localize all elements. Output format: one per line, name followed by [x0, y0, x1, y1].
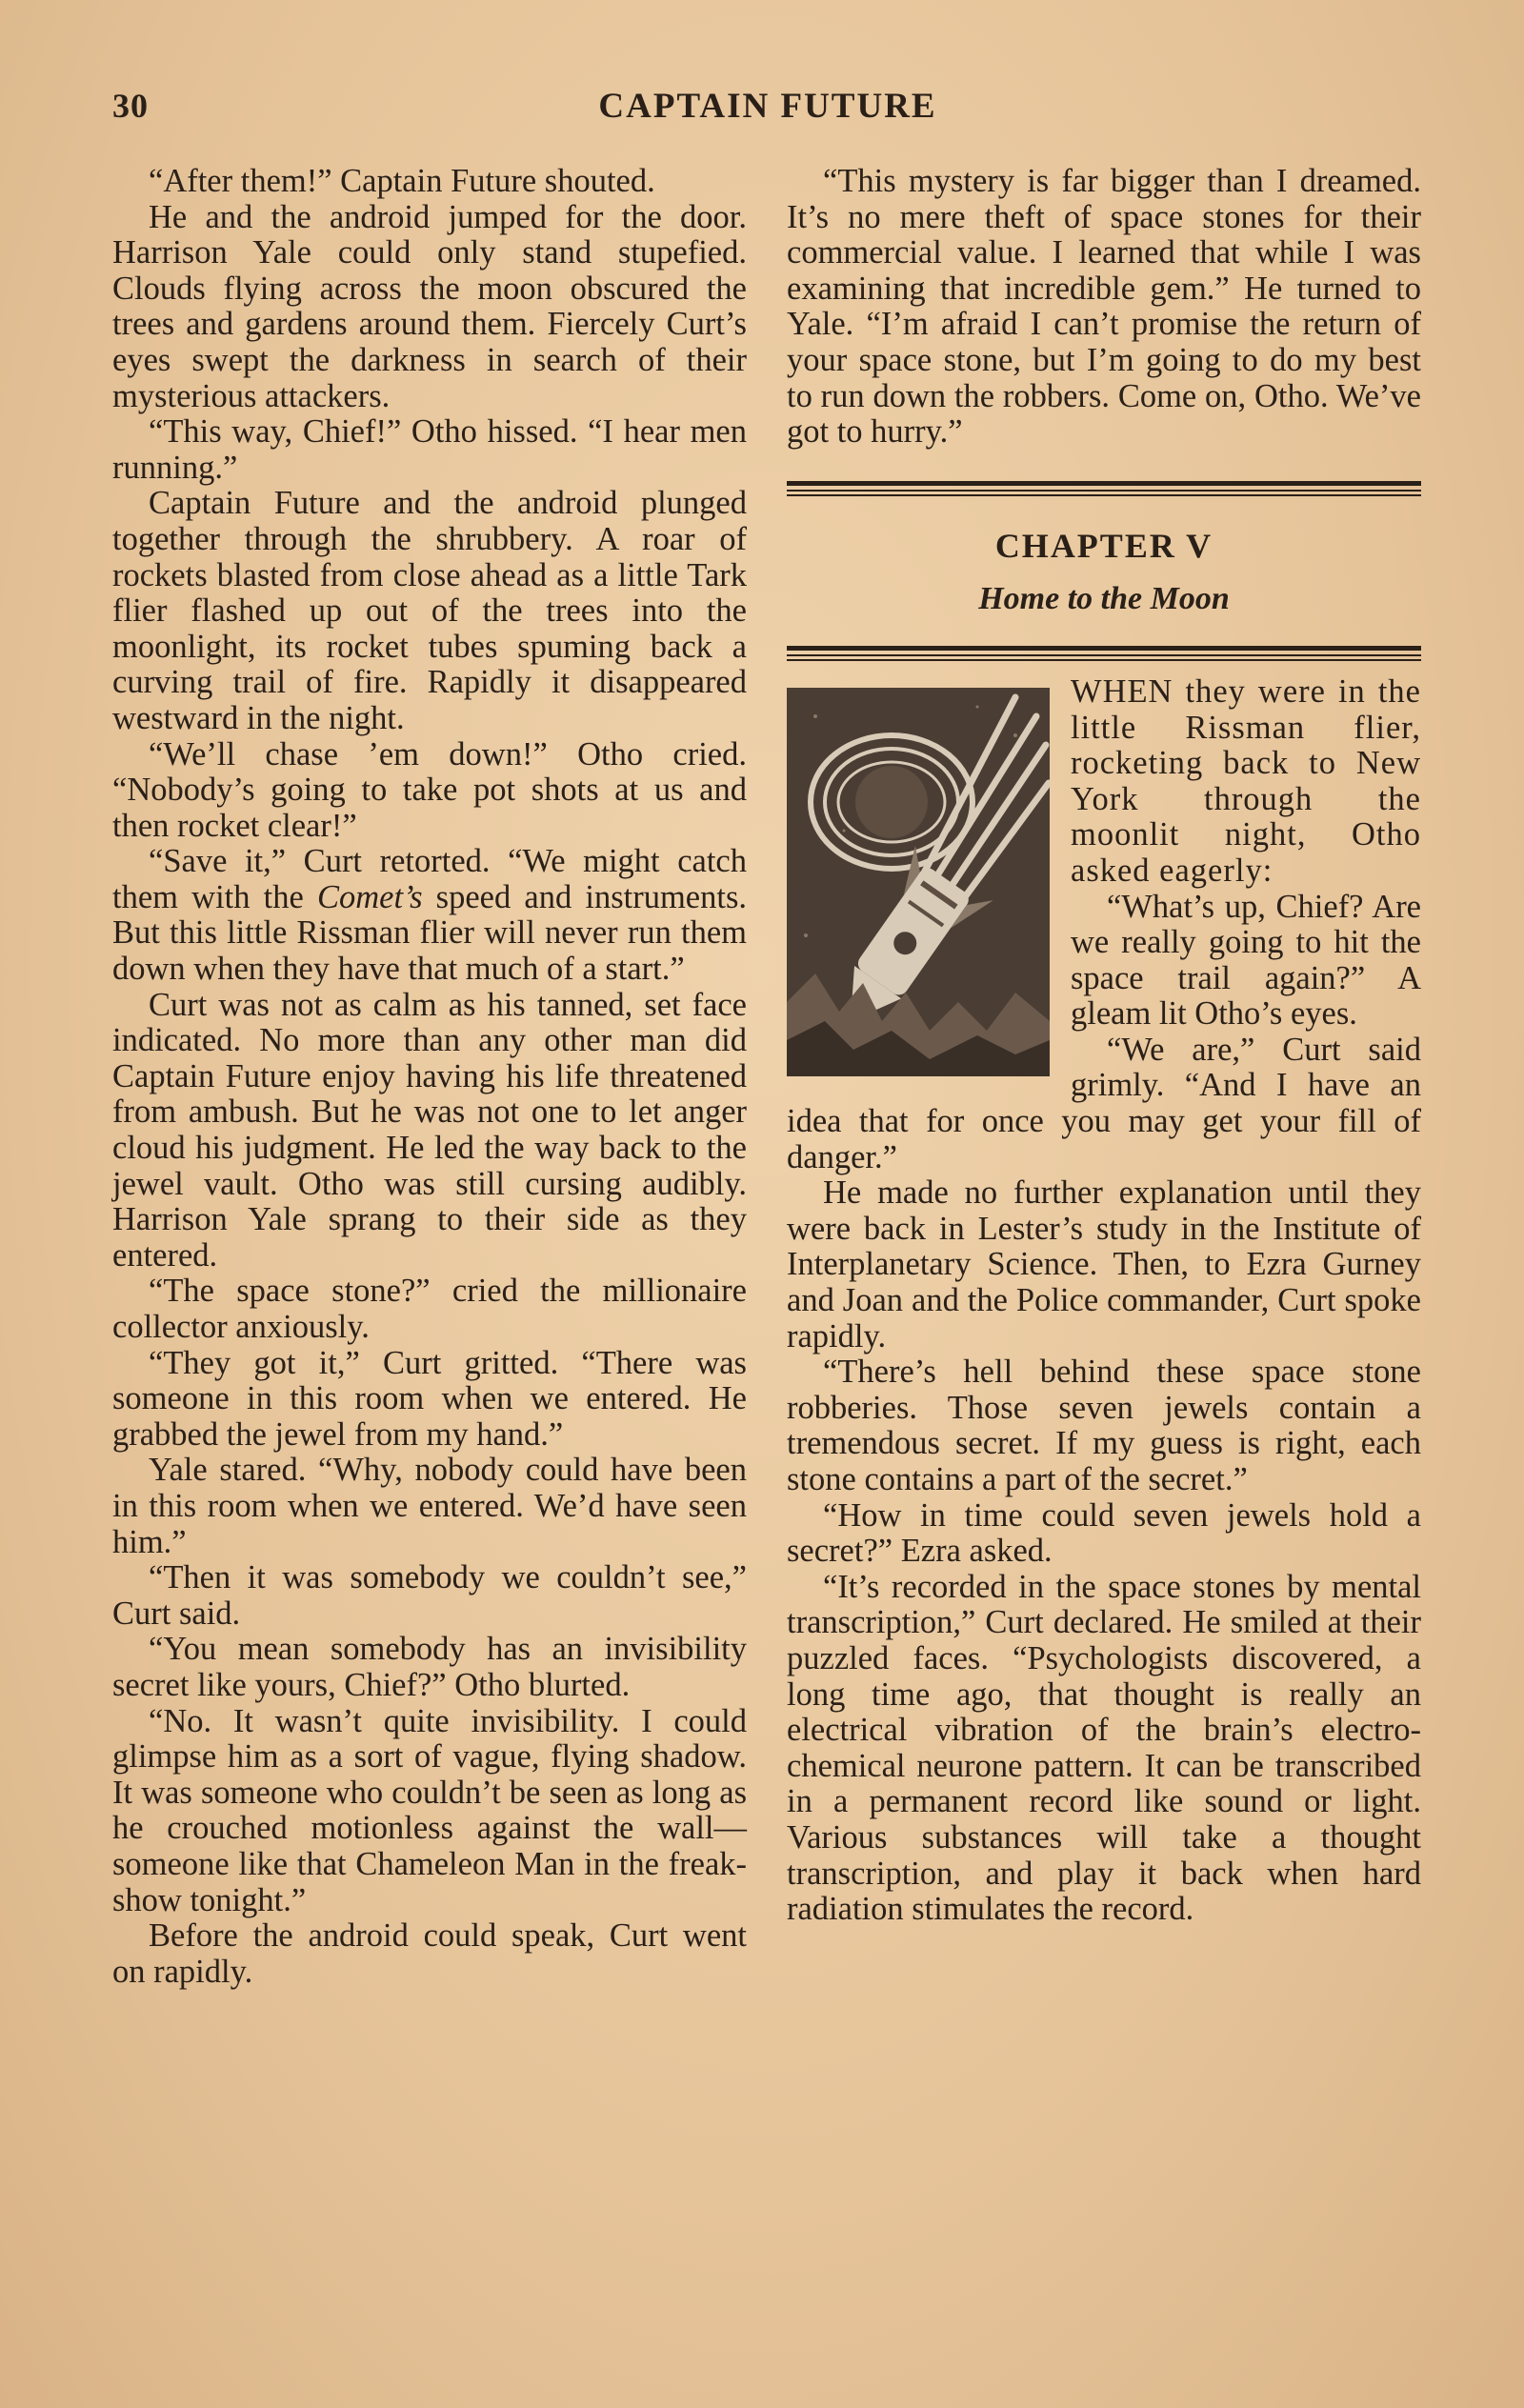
rocket-illustration-icon: [787, 688, 1050, 1076]
paragraph: Captain Future and the android plunged together through the shrubbery. A roar of rockets blasted from close ahead as a little Tark flier flashed up out of the trees into the moonlight, its rocket tubes spuming back a curving trail of fire. Rapidly it disappeared westward in the night.: [112, 485, 747, 736]
ship-name: Comet’s: [316, 878, 423, 915]
chapter-rule-top: [787, 481, 1421, 496]
paragraph: “They got it,” Curt gritted. “There was someone in this room when we entered. He grabbed the jewel from my hand.”: [112, 1344, 747, 1453]
paragraph: “There’s hell behind these space stone robberies. Those seven jewels contain a tremendous secret. If my guess is right, each stone contains a part of the secret.”: [787, 1354, 1421, 1497]
divider: [787, 646, 1421, 651]
paragraph: “What’s up, Chief? Are we really going to hit the space trail again?” A gleam lit Otho’s eyes.: [1071, 888, 1421, 1033]
paragraph: “This way, Chief!” Otho hissed. “I hear men running.”: [112, 413, 747, 486]
paragraph: “We are,” Curt said grimly. “And I have an idea that for once you may get your fill of danger.”: [787, 1031, 1421, 1175]
paragraph: Before the android could speak, Curt went on rapidly.: [112, 1917, 747, 1990]
chapter-heading: CHAPTER V: [994, 526, 1213, 565]
paragraph: “After them!” Captain Future shouted.: [149, 163, 655, 199]
paragraph: Yale stared. “Why, nobody could have been in this room when we entered. We’d have seen him.”: [112, 1452, 747, 1560]
divider: [787, 490, 1421, 492]
paragraph: “Save it,” Curt retorted. “We might catch them with the Comet’s speed and instruments. But this little Rissman flier will never run them down when they have that much of a start.”: [112, 843, 747, 988]
paragraph: “This mystery is far bigger than I dreamed. It’s no mere theft of space stones for their commercial value. I learned that while I was examining that incredible gem.” He turned to Yale. “I’m afraid I can’t promise the return of your space stone, but I’m going to do my best to run down the robbers. Come on, Otho. We’ve got to hurry.”: [787, 163, 1421, 451]
paragraph: He made no further explanation until they were back in Lester’s study in the Institute of Interplanetary Science. Then, to Ezra Gurney and Joan and the Police commander, Curt spoke rapidly.: [787, 1174, 1421, 1354]
divider: [787, 494, 1421, 496]
running-title: CAPTAIN FUTURE: [598, 87, 937, 126]
paragraph: “Then it was somebody we couldn’t see,” Curt said.: [112, 1559, 747, 1632]
right-column: [787, 164, 1421, 1928]
chapter-subtitle: Home to the Moon: [978, 581, 1230, 617]
paragraph: “We’ll chase ’em down!” Otho cried. “Nobody’s going to take pot shots at us and then rocket clear!”: [112, 735, 747, 844]
paragraph: “It’s recorded in the space stones by mental transcription,” Curt declared. He smiled at their puzzled faces. “Psychologists discovered, a long time ago, that thought is really an electrical vibration of the brain’s electro-chemical neurone pattern. It can be transcribed in a permanent record like sound or light. Various substances will take a thought transcription, and play it back when hard radiation stimulates the record.: [787, 1568, 1421, 1928]
paragraph: “No. It wasn’t quite invisibility. I could glimpse him as a sort of vague, flying shadow. It was someone who couldn’t be seen as long as he crouched motionless against the wall—someone like that Chameleon Man in the freak-show tonight.”: [112, 1702, 747, 1918]
paragraph: “You mean somebody has an invisibility secret like yours, Chief?” Otho blurted.: [112, 1631, 747, 1703]
divider: [787, 481, 1421, 486]
paragraph: He and the android jumped for the door. Harrison Yale could only stand stupefied. Clouds flying across the moon obscured the trees and gardens around them. Fiercely Curt’s eyes swept the darkness in search of their mysterious attackers.: [112, 198, 747, 414]
paragraph: WHEN they were in the little Rissman flier, rocketing back to New York through the moonlit night, Otho asked eagerly:: [1071, 672, 1421, 889]
page-number: 30: [112, 87, 149, 125]
chapter-rule-bottom: [787, 646, 1421, 661]
paragraph: Curt was not as calm as his tanned, set face indicated. No more than any other man did Captain Future enjoy having his life threatened from ambush. But he was not one to let anger cloud his judgment. He led the way back to the jewel vault. Otho was still cursing audibly. Harrison Yale sprang to their side as they entered.: [112, 986, 747, 1274]
divider: [787, 654, 1421, 656]
paragraph: “How in time could seven jewels hold a secret?” Ezra asked.: [787, 1496, 1421, 1570]
left-column: [112, 164, 747, 1990]
page-header: [112, 86, 1423, 128]
paragraph: “The space stone?” cried the millionaire collector anxiously.: [112, 1273, 747, 1345]
rocket-ship-illustration: [787, 688, 1050, 1076]
